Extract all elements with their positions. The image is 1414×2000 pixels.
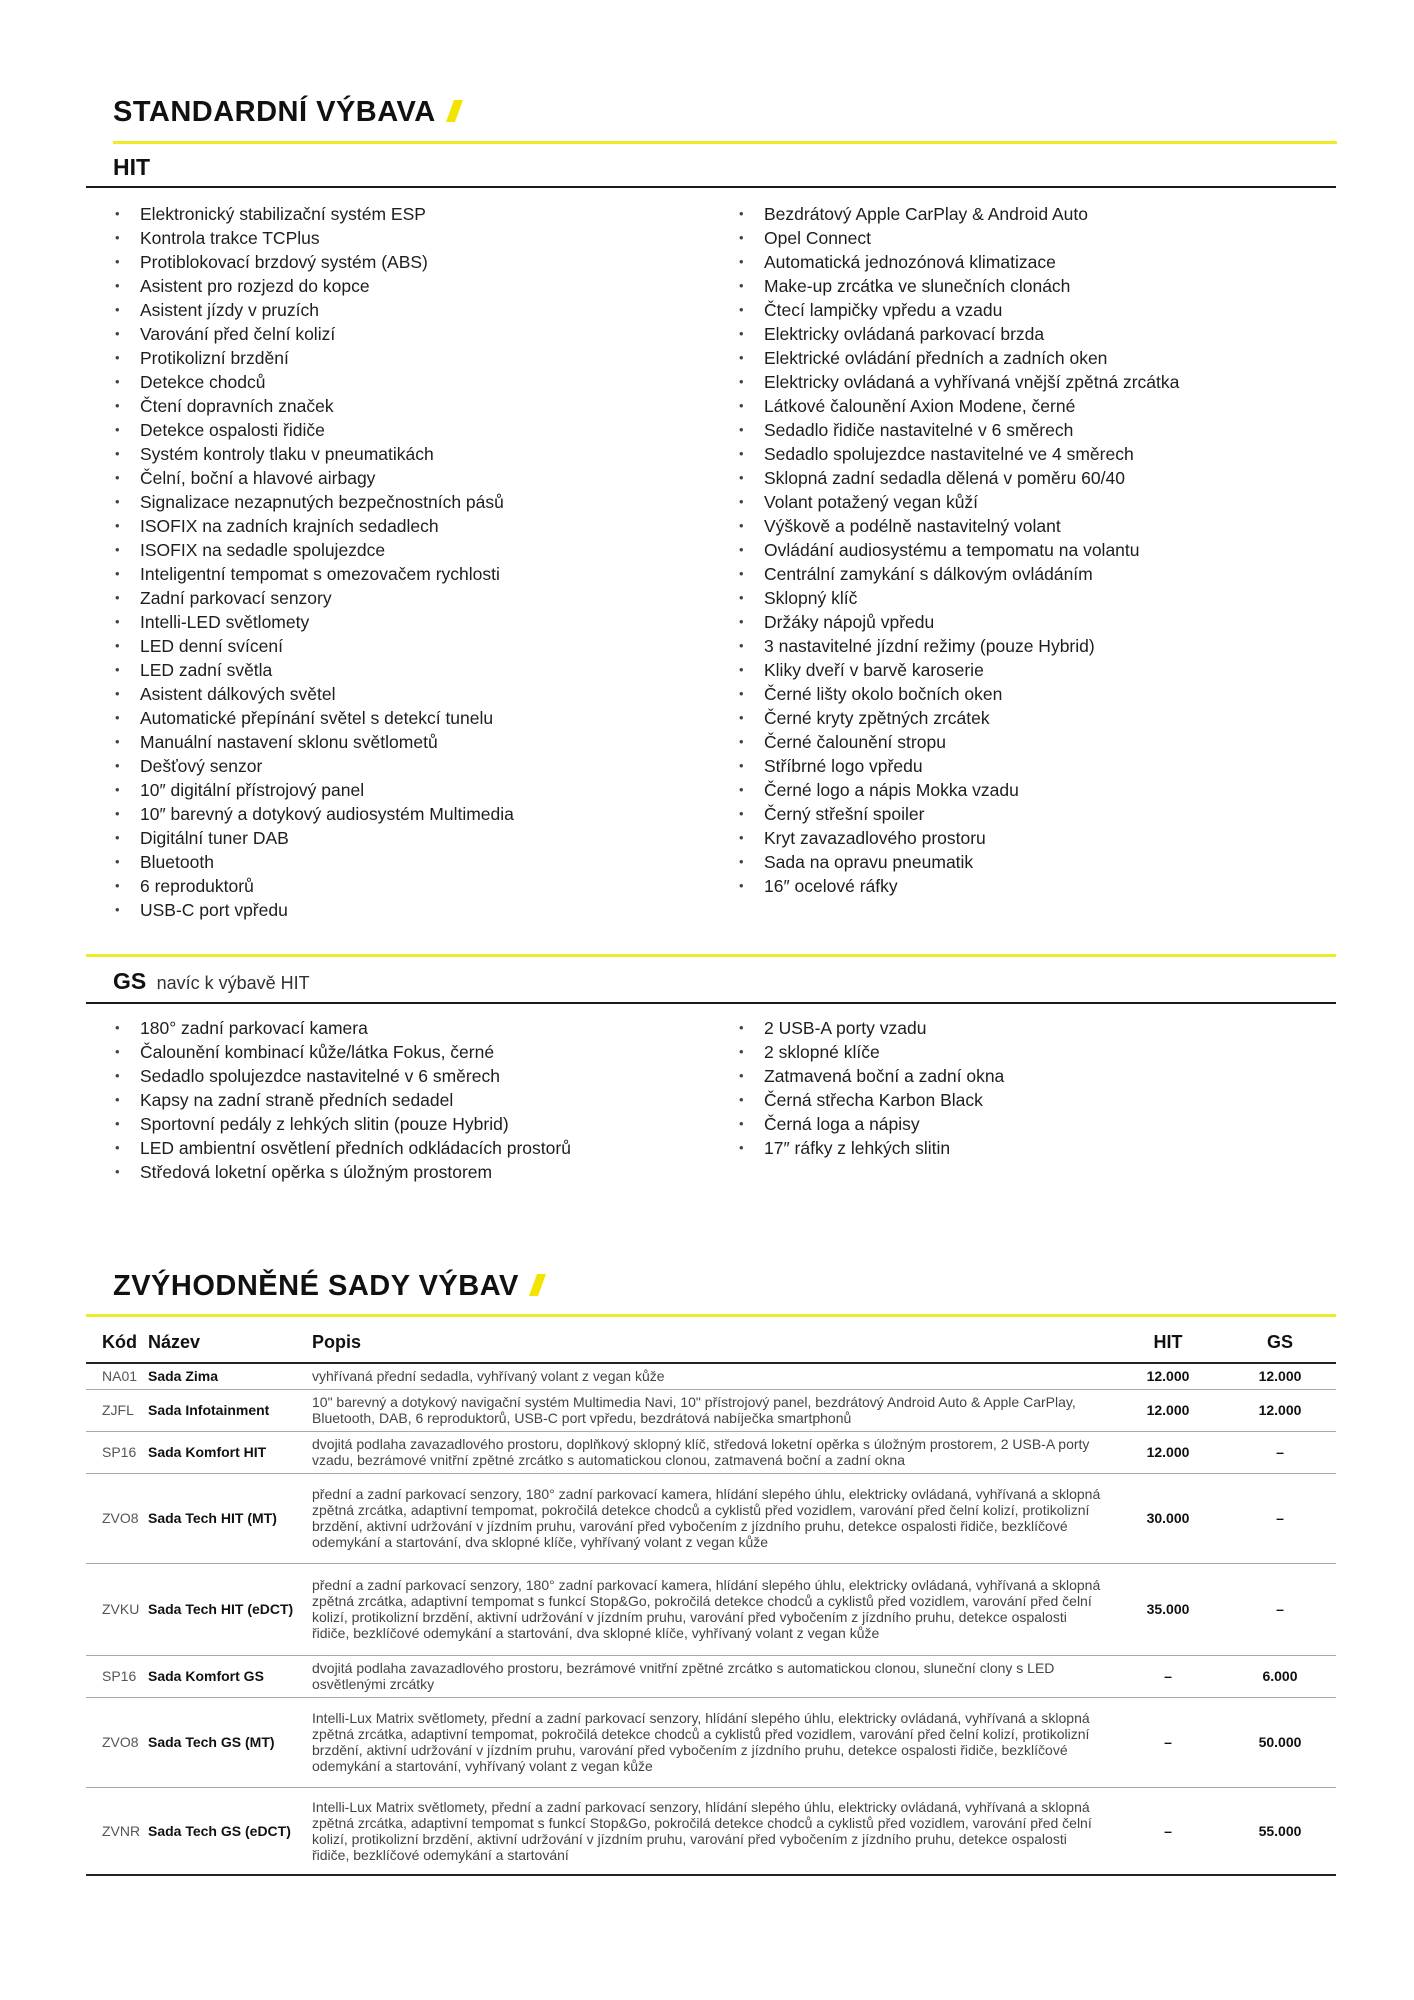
col-code: Kód — [86, 1322, 148, 1363]
feature-item: • Čelní, boční a hlavové airbagy — [113, 466, 514, 490]
feature-item: • Elektronický stabilizační systém ESP — [113, 202, 514, 226]
feature-item: • Intelli-LED světlomety — [113, 610, 514, 634]
packs-table-header — [86, 1322, 1336, 1363]
pack-code: ZVO8 — [86, 1697, 148, 1787]
packs-table — [86, 1322, 1336, 1876]
feature-item: • Černé kryty zpětných zrcátek — [737, 706, 1179, 730]
pack-code: ZVO8 — [86, 1473, 148, 1563]
feature-item: • 2 sklopné klíče — [737, 1040, 1004, 1064]
feature-item: • Kapsy na zadní straně předních sedadel — [113, 1088, 571, 1112]
feature-item: • 10″ barevný a dotykový audiosystém Multimedia — [113, 802, 514, 826]
feature-item: • Látkové čalounění Axion Modene, černé — [737, 394, 1179, 418]
hit-features-right — [737, 202, 1179, 898]
title-accent-slash — [529, 1274, 546, 1296]
feature-item: • Kliky dveří v barvě karoserie — [737, 658, 1179, 682]
feature-item: • Varování před čelní kolizí — [113, 322, 514, 346]
feature-item: • Signalizace nezapnutých bezpečnostních pásů — [113, 490, 514, 514]
feature-item: • Bluetooth — [113, 850, 514, 874]
feature-item: • Kontrola trakce TCPlus — [113, 226, 514, 250]
title-underline — [113, 141, 1337, 144]
pack-price-hit: 12.000 — [1112, 1431, 1224, 1473]
feature-item: • Sklopná zadní sedadla dělená v poměru 60/40 — [737, 466, 1179, 490]
feature-item: • Manuální nastavení sklonu světlometů — [113, 730, 514, 754]
feature-item: • ISOFIX na zadních krajních sedadlech — [113, 514, 514, 538]
pack-price-hit: – — [1112, 1697, 1224, 1787]
pack-row — [86, 1363, 1336, 1389]
pack-code: SP16 — [86, 1655, 148, 1697]
pack-description: Intelli-Lux Matrix světlomety, přední a zadní parkovací senzory, hlídání slepého úhlu, elektricky ovládaná, vyhřívaná a sklopná zpětná zrcátka, adaptivní tempomat s funkcí Stop&Go, pokročilá detekce chodců a cyklistů před vozidlem, varování před čelní kolizí, protikolizní brzdění, aktivní udržování v jízdním pruhu, varování před vybočením z jízdního pruhu, detekce ospalosti řidiče, bezklíčové odemykání a startování — [312, 1787, 1112, 1875]
feature-item: • Sada na opravu pneumatik — [737, 850, 1179, 874]
packs-title: ZVÝHODNĚNÉ SADY VÝBAV — [113, 1270, 542, 1303]
pack-name: Sada Komfort GS — [148, 1655, 312, 1697]
feature-item: • Držáky nápojů vpředu — [737, 610, 1179, 634]
trim-heading-hit: HIT — [113, 154, 151, 180]
feature-item: • LED zadní světla — [113, 658, 514, 682]
pack-code: ZJFL — [86, 1389, 148, 1431]
feature-item: • LED denní svícení — [113, 634, 514, 658]
pack-code: NA01 — [86, 1363, 148, 1389]
col-hit: HIT — [1112, 1322, 1224, 1363]
feature-item: • Bezdrátový Apple CarPlay & Android Auto — [737, 202, 1179, 226]
feature-item: • Černé logo a nápis Mokka vzadu — [737, 778, 1179, 802]
pack-name: Sada Zima — [148, 1363, 312, 1389]
feature-item: • Černé čalounění stropu — [737, 730, 1179, 754]
pack-price-gs: – — [1224, 1431, 1336, 1473]
pack-code: ZVKU — [86, 1563, 148, 1655]
pack-description: přední a zadní parkovací senzory, 180° zadní parkovací kamera, hlídání slepého úhlu, elektricky ovládaná, vyhřívaná a sklopná zpětná zrcátka, adaptivní tempomat, pokročilá detekce chodců a cyklistů před vozidlem, varování před čelní kolizí, protikolizní brzdění, aktivní udržování v jízdním pruhu, varování před vybočením z jízdního pruhu, detekce ospalosti řidiče, bezklíčové odemykání a startování, dva sklopné klíče, vyhřívaný volant z vegan kůže — [312, 1473, 1112, 1563]
pack-code: SP16 — [86, 1431, 148, 1473]
feature-item: • Volant potažený vegan kůží — [737, 490, 1179, 514]
hit-heading-rule — [86, 186, 1336, 188]
feature-item: • LED ambientní osvětlení předních odkládacích prostorů — [113, 1136, 571, 1160]
pack-price-hit: 12.000 — [1112, 1363, 1224, 1389]
feature-item: • USB-C port vpředu — [113, 898, 514, 922]
pack-description: dvojitá podlaha zavazadlového prostoru, bezrámové vnitřní zpětné zrcátko s automatickou clonou, sluneční clony s LED osvětlenými zrcátky — [312, 1655, 1112, 1697]
feature-item: • Protiblokovací brzdový systém (ABS) — [113, 250, 514, 274]
feature-item: • 16″ ocelové ráfky — [737, 874, 1179, 898]
feature-item: • Asistent jízdy v pruzích — [113, 298, 514, 322]
pack-price-gs: 50.000 — [1224, 1697, 1336, 1787]
feature-item: • Středová loketní opěrka s úložným prostorem — [113, 1160, 571, 1184]
pack-row — [86, 1431, 1336, 1473]
pack-price-hit: – — [1112, 1787, 1224, 1875]
feature-item: • Čtecí lampičky vpředu a vzadu — [737, 298, 1179, 322]
packs-table-body — [86, 1363, 1336, 1875]
feature-item: • Výškově a podélně nastavitelný volant — [737, 514, 1179, 538]
pack-row — [86, 1655, 1336, 1697]
feature-item: • Detekce ospalosti řidiče — [113, 418, 514, 442]
pack-price-hit: 12.000 — [1112, 1389, 1224, 1431]
feature-item: • Digitální tuner DAB — [113, 826, 514, 850]
pack-description: vyhřívaná přední sedadla, vyhřívaný volant z vegan kůže — [312, 1363, 1112, 1389]
pack-description: Intelli-Lux Matrix světlomety, přední a zadní parkovací senzory, hlídání slepého úhlu, elektricky ovládaná, vyhřívaná a sklopná zpětná zrcátka, adaptivní tempomat, pokročilá detekce chodců a cyklistů před vozidlem, varování před čelní kolizí, protikolizní brzdění, aktivní udržování v jízdním pruhu, varování před vybočením z jízdního pruhu, detekce ospalosti řidiče, bezklíčové odemykání a startování, vyhřívaný volant z vegan kůže — [312, 1697, 1112, 1787]
feature-item: • Detekce chodců — [113, 370, 514, 394]
pack-price-gs: – — [1224, 1473, 1336, 1563]
feature-item: • Černá loga a nápisy — [737, 1112, 1004, 1136]
pack-price-hit: 35.000 — [1112, 1563, 1224, 1655]
pack-name: Sada Tech HIT (MT) — [148, 1473, 312, 1563]
feature-item: • Automatická jednozónová klimatizace — [737, 250, 1179, 274]
feature-item: • Černý střešní spoiler — [737, 802, 1179, 826]
feature-item: • Zatmavená boční a zadní okna — [737, 1064, 1004, 1088]
pack-description: přední a zadní parkovací senzory, 180° zadní parkovací kamera, hlídání slepého úhlu, elektricky ovládaná, vyhřívaná a sklopná zpětná zrcátka, adaptivní tempomat s funkcí Stop&Go, pokročilá detekce chodců a cyklistů před vozidlem, varování před čelní kolizí, protikolizní brzdění, aktivní udržování v jízdním pruhu, varování před vybočením z jízdního pruhu, detekce ospalosti řidiče, bezklíčové odemykání a startování, dva sklopné klíče, vyhřívaný volant z vegan kůže — [312, 1563, 1112, 1655]
pack-price-hit: 30.000 — [1112, 1473, 1224, 1563]
packs-title-underline — [86, 1314, 1336, 1317]
feature-item: • Protikolizní brzdění — [113, 346, 514, 370]
pack-description: 10" barevný a dotykový navigační systém Multimedia Navi, 10" přístrojový panel, bezdrátový Android Auto & Apple CarPlay, Bluetooth, DAB, 6 reproduktorů, USB-C port vpředu, bezdrátová nabíječka smartphonů — [312, 1389, 1112, 1431]
feature-item: • Zadní parkovací senzory — [113, 586, 514, 610]
feature-item: • Čalounění kombinací kůže/látka Fokus, černé — [113, 1040, 571, 1064]
feature-item: • Asistent pro rozjezd do kopce — [113, 274, 514, 298]
pack-price-gs: – — [1224, 1563, 1336, 1655]
feature-item: • Černá střecha Karbon Black — [737, 1088, 1004, 1112]
gs-subheading: navíc k výbavě HIT — [156, 973, 310, 993]
feature-item: • 6 reproduktorů — [113, 874, 514, 898]
feature-item: • Elektrické ovládání předních a zadních oken — [737, 346, 1179, 370]
feature-item: • Sedadlo spolujezdce nastavitelné ve 4 směrech — [737, 442, 1179, 466]
gs-heading-rule — [86, 1002, 1336, 1004]
feature-item: • Elektricky ovládaná parkovací brzda — [737, 322, 1179, 346]
feature-item: • 2 USB-A porty vzadu — [737, 1016, 1004, 1040]
feature-item: • Automatické přepínání světel s detekcí tunelu — [113, 706, 514, 730]
feature-item: • 17″ ráfky z lehkých slitin — [737, 1136, 1004, 1160]
feature-item: • Opel Connect — [737, 226, 1179, 250]
pack-row — [86, 1697, 1336, 1787]
col-gs: GS — [1224, 1322, 1336, 1363]
col-name: Název — [148, 1322, 312, 1363]
feature-item: • 3 nastavitelné jízdní režimy (pouze Hybrid) — [737, 634, 1179, 658]
pack-name: Sada Tech GS (MT) — [148, 1697, 312, 1787]
title-accent-slash — [446, 100, 463, 122]
hit-features-left — [113, 202, 514, 922]
feature-item: • Make-up zrcátka ve slunečních clonách — [737, 274, 1179, 298]
feature-item: • Centrální zamykání s dálkovým ovládáním — [737, 562, 1179, 586]
feature-item: • Dešťový senzor — [113, 754, 514, 778]
feature-item: • Sedadlo spolujezdce nastavitelné v 6 směrech — [113, 1064, 571, 1088]
feature-item: • Sportovní pedály z lehkých slitin (pouze Hybrid) — [113, 1112, 571, 1136]
col-desc: Popis — [312, 1322, 1112, 1363]
pack-name: Sada Tech GS (eDCT) — [148, 1787, 312, 1875]
feature-item: • Černé lišty okolo bočních oken — [737, 682, 1179, 706]
pack-row — [86, 1473, 1336, 1563]
pack-price-hit: – — [1112, 1655, 1224, 1697]
feature-item: • Ovládání audiosystému a tempomatu na volantu — [737, 538, 1179, 562]
feature-item: • Inteligentní tempomat s omezovačem rychlosti — [113, 562, 514, 586]
gs-features-left — [113, 1016, 571, 1184]
feature-item: • Stříbrné logo vpředu — [737, 754, 1179, 778]
pack-code: ZVNR — [86, 1787, 148, 1875]
pack-description: dvojitá podlaha zavazadlového prostoru, doplňkový sklopný klíč, středová loketní opěrka s úložným prostorem, 2 USB-A porty vzadu, bezrámové vnitřní zpětné zrcátko s automatickou clonou, zatmavená boční a zadní okna — [312, 1431, 1112, 1473]
feature-item: • Kryt zavazadlového prostoru — [737, 826, 1179, 850]
pack-name: Sada Komfort HIT — [148, 1431, 312, 1473]
feature-item: • Asistent dálkových světel — [113, 682, 514, 706]
pack-price-gs: 6.000 — [1224, 1655, 1336, 1697]
feature-item: • Čtení dopravních značek — [113, 394, 514, 418]
pack-row — [86, 1389, 1336, 1431]
feature-item: • ISOFIX na sedadle spolujezdce — [113, 538, 514, 562]
gs-section-divider — [86, 954, 1336, 957]
feature-item: • 10″ digitální přístrojový panel — [113, 778, 514, 802]
pack-price-gs: 55.000 — [1224, 1787, 1336, 1875]
pack-row — [86, 1787, 1336, 1875]
pack-price-gs: 12.000 — [1224, 1389, 1336, 1431]
pack-row — [86, 1563, 1336, 1655]
feature-item: • Elektricky ovládaná a vyhřívaná vnější zpětná zrcátka — [737, 370, 1179, 394]
pack-name: Sada Infotainment — [148, 1389, 312, 1431]
feature-item: • Sklopný klíč — [737, 586, 1179, 610]
gs-features-right — [737, 1016, 1004, 1160]
feature-item: • Systém kontroly tlaku v pneumatikách — [113, 442, 514, 466]
trim-heading-gs: GS navíc k výbavě HIT — [113, 968, 310, 994]
standard-equipment-title: STANDARDNÍ VÝBAVA — [113, 96, 459, 129]
feature-item: • Sedadlo řidiče nastavitelné v 6 směrech — [737, 418, 1179, 442]
pack-price-gs: 12.000 — [1224, 1363, 1336, 1389]
feature-item: • 180° zadní parkovací kamera — [113, 1016, 571, 1040]
pack-name: Sada Tech HIT (eDCT) — [148, 1563, 312, 1655]
